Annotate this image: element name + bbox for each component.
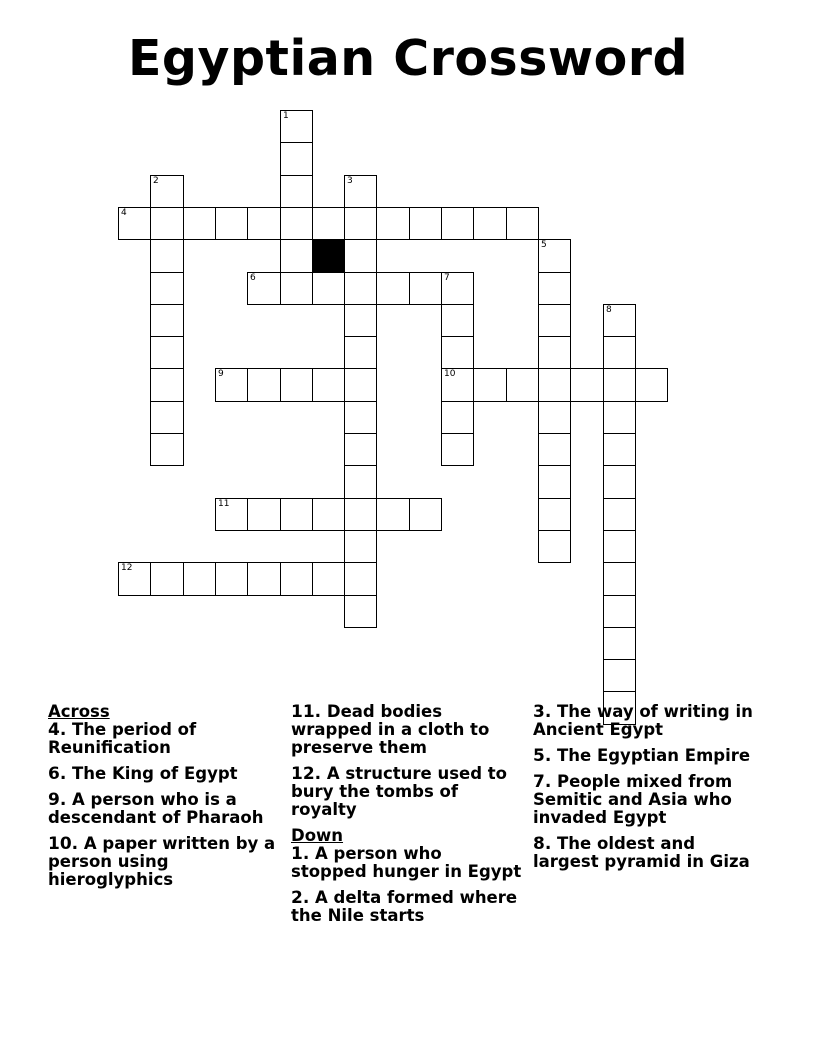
- grid-cell[interactable]: [603, 336, 636, 369]
- grid-cell[interactable]: [506, 368, 539, 402]
- grid-cell[interactable]: [376, 498, 410, 531]
- clue-column-3: [533, 703, 765, 879]
- grid-cell[interactable]: [150, 175, 184, 208]
- grid-cell[interactable]: [344, 272, 377, 305]
- grid-cell[interactable]: [603, 595, 636, 628]
- grid-cell[interactable]: [344, 175, 377, 208]
- grid-cell[interactable]: [538, 530, 571, 563]
- down-clue-5: [533, 747, 765, 765]
- grid-cell[interactable]: [247, 272, 281, 305]
- grid-cell[interactable]: [344, 465, 377, 499]
- clue-text: The way of writing in Ancient Egypt: [533, 702, 753, 739]
- clue-text: Dead bodies wrapped in a cloth to preserve them: [291, 702, 490, 757]
- clue-text: The oldest and largest pyramid in Giza: [533, 834, 750, 871]
- grid-cell[interactable]: [150, 401, 184, 434]
- grid-cell[interactable]: [312, 562, 345, 596]
- clue-number-label: 9: [218, 369, 224, 379]
- clue-number-label: 7: [444, 273, 450, 283]
- grid-cell[interactable]: [215, 368, 248, 402]
- grid-cell[interactable]: [344, 239, 377, 273]
- grid-cell[interactable]: [150, 207, 184, 240]
- grid-cell[interactable]: [215, 207, 248, 240]
- clue-number: 2.: [291, 888, 310, 908]
- grid-cell[interactable]: [441, 272, 474, 305]
- grid-cell[interactable]: [150, 272, 184, 305]
- grid-cell[interactable]: [344, 595, 377, 628]
- grid-cell[interactable]: [538, 368, 571, 402]
- grid-cell[interactable]: [409, 272, 442, 305]
- grid-cell[interactable]: [538, 336, 571, 369]
- grid-cell[interactable]: [344, 562, 377, 596]
- grid-cell[interactable]: [570, 368, 604, 402]
- grid-cell[interactable]: [538, 498, 571, 531]
- clue-text: A delta formed where the Nile starts: [291, 888, 518, 925]
- clue-text: The period of Reunification: [48, 720, 197, 757]
- grid-cell[interactable]: [312, 272, 345, 305]
- grid-cell[interactable]: [603, 659, 636, 692]
- grid-cell[interactable]: [312, 207, 345, 240]
- grid-cell[interactable]: [473, 207, 507, 240]
- clue-text: A structure used to bury the tombs of royalty: [291, 764, 507, 819]
- clue-number: 6.: [48, 764, 67, 784]
- clue-number: 5.: [533, 746, 552, 766]
- grid-cell[interactable]: [538, 272, 571, 305]
- across-clue-9: [48, 791, 280, 827]
- grid-cell[interactable]: [215, 498, 248, 531]
- clue-text: The Egyptian Empire: [551, 746, 751, 765]
- grid-cell[interactable]: [280, 110, 313, 143]
- grid-cell[interactable]: [538, 401, 571, 434]
- grid-cell[interactable]: [603, 627, 636, 660]
- grid-cell[interactable]: [409, 207, 442, 240]
- grid-cell[interactable]: [538, 433, 571, 466]
- clue-number-label: 6: [250, 273, 256, 283]
- grid-cell[interactable]: [344, 368, 377, 402]
- across-clue-4: [48, 721, 280, 757]
- clue-number: 4.: [48, 720, 67, 740]
- clue-text: A person who is a descendant of Pharaoh: [48, 790, 264, 827]
- grid-cell[interactable]: [150, 336, 184, 369]
- grid-cell[interactable]: [118, 207, 151, 240]
- grid-cell[interactable]: [183, 562, 216, 596]
- clue-text: People mixed from Semitic and Asia who invaded Egypt: [533, 772, 733, 827]
- grid-cell[interactable]: [344, 433, 377, 466]
- grid-cell[interactable]: [280, 562, 313, 596]
- grid-cell[interactable]: [441, 207, 474, 240]
- grid-cell[interactable]: [441, 336, 474, 369]
- clue-text: The King of Egypt: [66, 764, 238, 783]
- clue-number-label: 12: [121, 563, 133, 573]
- grid-cell[interactable]: [344, 530, 377, 563]
- grid-cell[interactable]: [603, 498, 636, 531]
- clue-number: 7.: [533, 772, 552, 792]
- grid-cell[interactable]: [376, 207, 410, 240]
- grid-cell[interactable]: [538, 465, 571, 499]
- clue-number-label: 5: [541, 240, 547, 250]
- grid-cell[interactable]: [247, 368, 281, 402]
- grid-cell[interactable]: [603, 401, 636, 434]
- grid-cell[interactable]: [506, 207, 539, 240]
- down-clue-8: [533, 835, 765, 871]
- across-heading: Across: [48, 702, 110, 721]
- grid-cell[interactable]: [247, 207, 281, 240]
- grid-cell[interactable]: [538, 239, 571, 273]
- clue-number-label: 8: [606, 305, 612, 315]
- clue-number: 10.: [48, 834, 79, 854]
- grid-cell[interactable]: [409, 498, 442, 531]
- grid-cell[interactable]: [603, 368, 636, 402]
- across-clue-10: [48, 835, 280, 889]
- grid-cell[interactable]: [441, 368, 474, 402]
- clue-number: 3.: [533, 702, 552, 722]
- grid-cell[interactable]: [312, 368, 345, 402]
- grid-cell[interactable]: [603, 433, 636, 466]
- grid-cell[interactable]: [118, 562, 151, 596]
- clue-number: 1.: [291, 844, 310, 864]
- grid-cell[interactable]: [344, 336, 377, 369]
- grid-cell[interactable]: [635, 368, 668, 402]
- grid-cell[interactable]: [441, 401, 474, 434]
- page-title: Egyptian Crossword: [127, 30, 689, 87]
- grid-cell[interactable]: [441, 304, 474, 337]
- grid-cell[interactable]: [150, 433, 184, 466]
- clue-column-2: [291, 703, 523, 933]
- grid-cell[interactable]: [344, 304, 377, 337]
- clue-number-label: 11: [218, 499, 230, 509]
- clue-number: 8.: [533, 834, 552, 854]
- clue-number-label: 10: [444, 369, 456, 379]
- grid-cell[interactable]: [150, 304, 184, 337]
- down-clue-3: [533, 703, 765, 739]
- grid-cell[interactable]: [344, 401, 377, 434]
- grid-cell[interactable]: [150, 368, 184, 402]
- grid-cell[interactable]: [603, 562, 636, 596]
- grid-cell[interactable]: [280, 175, 313, 208]
- grid-cell[interactable]: [280, 368, 313, 402]
- clue-number-label: 4: [121, 208, 127, 218]
- down-clue-2: [291, 889, 523, 925]
- clue-text: A paper written by a person using hieroglyphics: [48, 834, 276, 889]
- down-clue-1: [291, 845, 523, 881]
- grid-cell[interactable]: [603, 304, 636, 337]
- grid-cell[interactable]: [280, 207, 313, 240]
- across-clue-6: [48, 765, 280, 783]
- across-clue-11: [291, 703, 523, 757]
- down-heading: Down: [291, 826, 344, 845]
- grid-cell[interactable]: [280, 142, 313, 176]
- clue-number: 9.: [48, 790, 67, 810]
- grid-cell[interactable]: [150, 239, 184, 273]
- grid-cell[interactable]: [280, 498, 313, 531]
- grid-cell[interactable]: [538, 304, 571, 337]
- grid-cell[interactable]: [215, 562, 248, 596]
- clue-text: A person who stopped hunger in Egypt: [291, 844, 522, 881]
- grid-cell[interactable]: [603, 465, 636, 499]
- grid-cell[interactable]: [603, 530, 636, 563]
- clue-number-label: 3: [347, 176, 353, 186]
- grid-cell[interactable]: [247, 562, 281, 596]
- grid-cell[interactable]: [150, 562, 184, 596]
- grid-cell[interactable]: [344, 498, 377, 531]
- grid-cell[interactable]: [247, 498, 281, 531]
- down-clue-7: [533, 773, 765, 827]
- across-clue-12: [291, 765, 523, 819]
- clue-number-label: 1: [283, 111, 289, 121]
- grid-cell[interactable]: [344, 207, 377, 240]
- clue-number: 11.: [291, 702, 322, 722]
- grid-cell[interactable]: [183, 207, 216, 240]
- black-square: [312, 239, 345, 273]
- clue-number-label: 2: [153, 176, 159, 186]
- grid-cell[interactable]: [280, 272, 313, 305]
- grid-cell[interactable]: [312, 498, 345, 531]
- clue-number: 12.: [291, 764, 322, 784]
- grid-cell[interactable]: [473, 368, 507, 402]
- grid-cell[interactable]: [280, 239, 313, 273]
- grid-cell[interactable]: [376, 272, 410, 305]
- grid-cell[interactable]: [441, 433, 474, 466]
- clue-column-1: [48, 703, 280, 897]
